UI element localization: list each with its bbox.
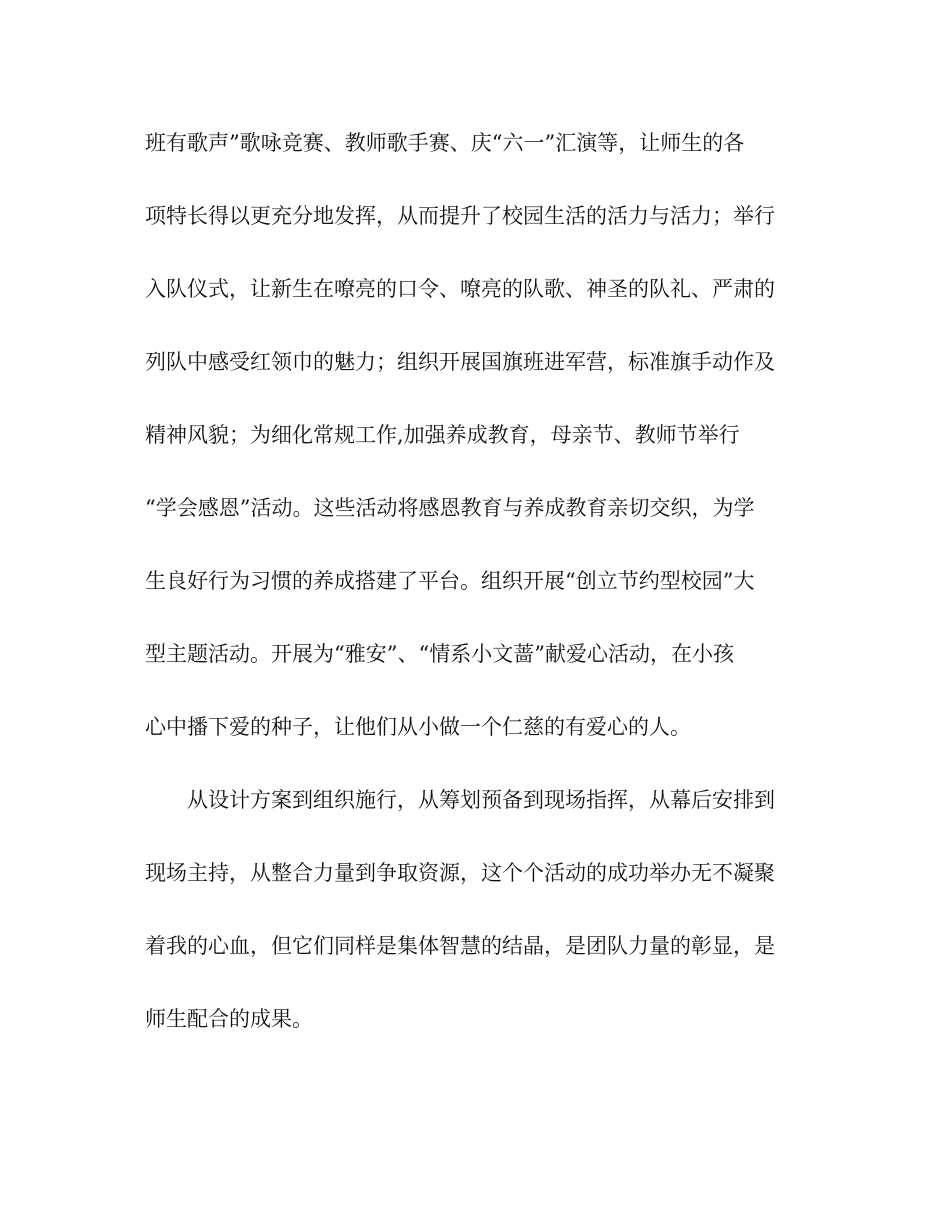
text-line: 班有歌声”歌咏竞赛、教师歌手赛、庆“六一”汇演等，让师生的各: [145, 131, 745, 155]
text-line: 着我的心血，但它们同样是集体智慧的结晶，是团队力量的彰显，是: [145, 934, 775, 958]
text-line: 列队中感受红领巾的魅力；组织开展国旗班进军营，标准旗手动作及: [145, 350, 775, 374]
text-line: 心中播下爱的种子，让他们从小做一个仁慈的有爱心的人。: [145, 715, 691, 739]
text-line-indented: 从设计方案到组织施行，从筹划预备到现场指挥，从幕后安排到: [187, 788, 775, 812]
text-line: 入队仪式，让新生在嘹亮的口令、嘹亮的队歌、神圣的队礼、严肃的: [145, 277, 775, 301]
text-line: 师生配合的成果。: [145, 1007, 313, 1031]
text-line: 现场主持，从整合力量到争取资源，这个个活动的成功举办无不凝聚: [145, 861, 775, 885]
text-line: 生良好行为习惯的养成搭建了平台。组织开展“创立节约型校园”大: [145, 569, 755, 593]
text-line: “学会感恩”活动。这些活动将感恩教育与养成教育亲切交织，为学: [145, 496, 755, 520]
text-line: 精神风貌；为细化常规工作,加强养成教育，母亲节、教师节举行: [145, 423, 740, 447]
text-line: 型主题活动。开展为“雅安”、“情系小文蔷”献爱心活动，在小孩: [145, 642, 734, 666]
body-text: [145, 118, 810, 1067]
text-line: 项特长得以更充分地发挥，从而提升了校园生活的活力与活力；举行: [145, 204, 775, 228]
